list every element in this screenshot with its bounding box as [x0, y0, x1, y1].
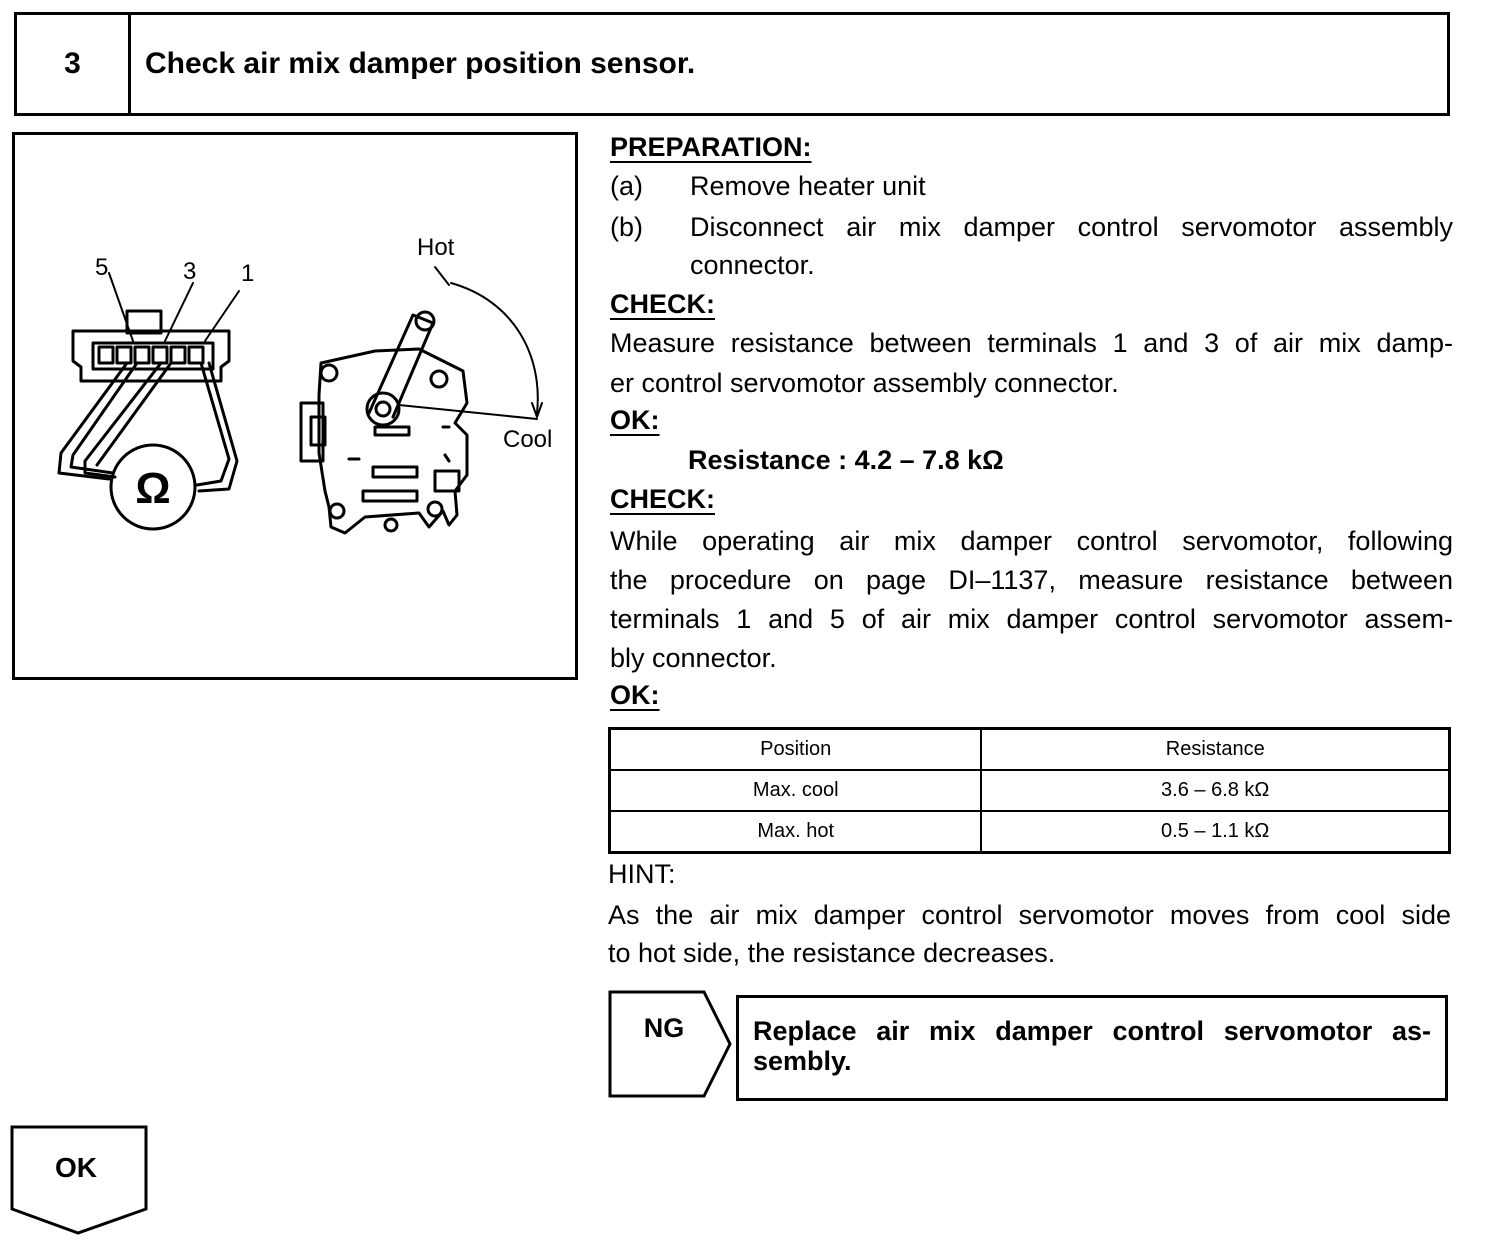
terminal-label-1: 1: [241, 260, 255, 287]
hint-line2: to hot side, the resistance decreases.: [608, 938, 1056, 968]
table-cell: 3.6 – 6.8 kΩ: [981, 770, 1449, 811]
step-header: [14, 12, 1450, 116]
prep-item-a-text: Remove heater unit: [690, 171, 926, 201]
ng-label: NG: [643, 1013, 685, 1043]
ng-arrow-shape: [608, 990, 732, 1100]
step-title: Check air mix damper position sensor.: [145, 47, 696, 80]
resistance-table: [608, 727, 1451, 854]
check2-line2: the procedure on page DI–1137, measure resistance between: [610, 565, 1453, 595]
table-cell: Max. cool: [610, 770, 982, 811]
prep-item-a-marker: (a): [610, 171, 643, 201]
check1-line2: er control servomotor assembly connector.: [610, 368, 1119, 398]
cool-label: Cool: [503, 426, 553, 453]
hint-heading: HINT:: [608, 859, 676, 889]
hot-label: Hot: [417, 234, 455, 261]
ok-branch-label: OK: [55, 1152, 97, 1183]
ok-arrow-shape: [10, 1125, 150, 1237]
prep-item-b-text-line1: Disconnect air mix damper control servomotor assembly: [690, 212, 1453, 242]
table-row: [610, 811, 1450, 853]
ng-result-line2: sembly.: [753, 1046, 852, 1076]
ohm-symbol: Ω: [135, 464, 171, 513]
servomotor-connector-diagram: [15, 135, 575, 677]
prep-item-b-marker: (b): [610, 212, 643, 242]
ok1-heading: OK:: [610, 405, 660, 435]
ng-result-line1: Replace air mix damper control servomotor as-: [753, 1016, 1431, 1046]
prep-item-b-text-line2: connector.: [690, 250, 815, 280]
hint-line1: As the air mix damper control servomotor moves from cool side: [608, 900, 1451, 930]
figure-frame: [12, 132, 578, 680]
table-cell: 0.5 – 1.1 kΩ: [981, 811, 1449, 853]
check2-line3: terminals 1 and 5 of air mix damper control servomotor assem-: [610, 604, 1453, 634]
check2-line1: While operating air mix damper control servomotor, following: [610, 526, 1453, 556]
ok2-heading: OK:: [610, 680, 660, 710]
check2-line4: bly connector.: [610, 643, 777, 673]
ng-branch: [608, 990, 732, 1105]
table-header-row: [610, 729, 1450, 771]
table-header-position: Position: [610, 729, 982, 771]
table-row: [610, 770, 1450, 811]
preparation-heading: PREPARATION:: [610, 132, 812, 162]
ng-result-box: [736, 995, 1448, 1101]
terminal-label-5: 5: [95, 254, 109, 281]
step-number: 3: [17, 15, 131, 113]
terminal-label-3: 3: [183, 258, 197, 285]
table-header-resistance: Resistance: [981, 729, 1449, 771]
check1-heading: CHECK:: [610, 289, 715, 319]
ok1-spec: Resistance : 4.2 – 7.8 kΩ: [688, 445, 1004, 475]
check1-line1: Measure resistance between terminals 1 and 3 of air mix damp-: [610, 328, 1453, 358]
table-cell: Max. hot: [610, 811, 982, 853]
ok-branch: [10, 1125, 150, 1242]
check2-heading: CHECK:: [610, 484, 715, 514]
